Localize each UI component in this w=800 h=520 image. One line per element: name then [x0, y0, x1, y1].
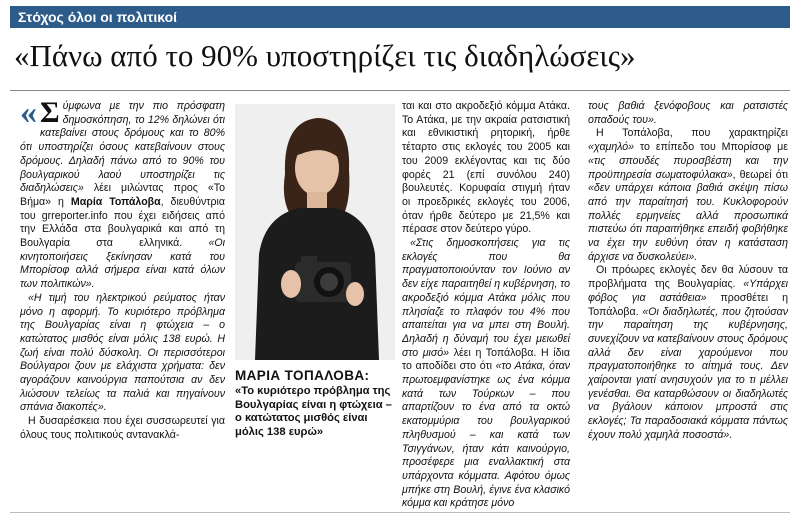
text-run: «το Ατάκα, όταν πρωτοεμφανίστηκε ως ένα κόμμα κατά των Τούρκων – που απαρτίζουν το ένα από τα οκτώ εκατομμύρια του βουλγαρικού πληθυσμού – και κατά των Τσιγγάνων, ήταν κάτι καινούργιο, προσέφερε μια εναλλακτική στα υπάρχοντα κόμματα. Αφότου όμως μπήκε στη Βουλή, έγινε ένα κλασικό κόμμα και κράτησε μόνο [402, 360, 570, 510]
paragraph [588, 264, 788, 442]
text-run: «Η τιμή του ηλεκτρικού ρεύματος ήταν μόνο η αφορμή. Το κυριότερο πρόβλημα της Βουλγαρίας είναι η φτώχεια – ο κατώτατος μισθός είναι μόλις 138 ευρώ. Η ζωή είναι πολύ δύσκολη. Οι περισσότεροι Βούλγαροι ζουν με ελάχιστα χρήματα: δεν αγοράζουν καινούργια παπούτσια αν δεν λιώσουν τελείως τα παλιά και πηγαίνουν σπάνια διακοπές». [20, 291, 225, 414]
paragraph [20, 292, 225, 415]
text-run: τους βαθιά ξενόφοβους και ρατσιστές οπαδούς του». [588, 100, 788, 126]
portrait-with-camera-icon [235, 104, 395, 360]
text-run: προσθέτει η Τοπάλοβα. [588, 291, 788, 318]
paragraph [20, 415, 225, 442]
article-column-1 [20, 94, 225, 443]
text-run: το 12% δηλώνει ότι κατεβαίνει στους δρόμους και το 80% ότι υποστηρίζει όσους κατεβαίνουν στους δρόμους. Δηλαδή πάνω από το 90% του βουλγαρικού λαού υποστηρίζει τις διαδηλώσεις» [20, 113, 225, 195]
text-run: το επίπεδο του Μπορίσοφ με [634, 141, 788, 154]
paragraph [588, 100, 788, 127]
text-run: «Οι διαδηλωτές, που ζητούσαν την παραίτηση της κυβέρνησης, συνεχίζουν να κατεβαίνουν στους δρόμους αλλά δεν είναι χαρούμενοι που πραγματοποιήθηκε το αίτημά τους. Δεν χαίρονται γιατί ανησυχούν για το τι μέλλει γενέσθαι. Θα καταρθώσουν οι διαδηλωτές να βγάλουν κάποιον μπροστά στις εκλογές; Τα παραδοσιακά κόμματα πάντως έχουν πολύ χαμηλά ποσοστά». [588, 305, 788, 441]
text-run: ται και στο ακροδεξιό κόμμα Ατάκα. Το Ατάκα, με την ακραία ρατσιστική και εθνικιστική ρητορική, ήρθε τέταρτο στις εκλογές του 2005 και του 2009 εκλέγοντας και τις δύο φορές 21 (επί συνόλου 240) βουλευτές. Κορυφαία στιγμή ήταν οι προεδρικές εκλογές του 2006, όταν ήρθε δεύτερο με 21,5% και πέρασε στον δεύτερο γύρο. [402, 100, 570, 236]
article-column-3 [588, 100, 788, 443]
headline: «Πάνω από το 90% υποστηρίζει τις διαδηλώσεις» [14, 38, 636, 73]
text-run: «δεν υπάρχει κάποια βαθιά σκέψη πίσω από την παραίτησή του. Κυκλοφορούν πολλές ερμηνείες αλλά προσωπικά πιστεύω ότι παραιτήθηκε επειδή φοβήθηκε να έχει την ευθύνη όταν η κατάσταση άρχισε να δυσκολεύει». [588, 182, 788, 263]
text-run: «Υπάρχει φόβος για αστάθεια» [588, 278, 788, 304]
paragraph [402, 100, 570, 237]
text-run: ύμφωνα με την πιο πρόσφατη δημοσκόπηση, [62, 100, 225, 126]
text-run: λέει μιλώντας προς «Το Βήμα» η [20, 182, 225, 208]
paragraph [588, 127, 788, 264]
text-run: «τις σπουδές πυροσβέστη και την προϋπηρεσία σωματοφύλακα» [588, 154, 788, 181]
bottom-divider [10, 512, 790, 513]
text-run: «Οι κινητοποιήσεις ξεκίνησαν κατά του Μπορίσοφ αλλά σήμερα είναι κατά όλων των πολιτικών». [20, 237, 225, 291]
text-run: Οι πρόωρες εκλογές δεν θα λύσουν τα προβλήματα της Βουλγαρίας. [588, 264, 788, 291]
text-run: λέει η Τοπάλοβα. Η ίδια το αποδίδει στο ότι [402, 346, 570, 373]
paragraph [402, 237, 570, 511]
text-run: Η Τοπάλοβα, που χαρακτηρίζει [596, 127, 788, 140]
drop-cap: Σ [40, 96, 60, 129]
caption-quote: «Το κυριότερο πρόβλημα της Βουλγαρίας είναι η φτώχεια – ο κατώτατος μισθός είναι μόλις 138 ευρώ» [235, 385, 392, 438]
text-run: Η δυσαρέσκεια που έχει συσσωρευτεί για όλους τους πολιτικούς αντανακλά- [20, 415, 225, 441]
headline-divider [10, 90, 790, 91]
paragraph [20, 94, 225, 292]
section-banner [10, 6, 790, 28]
text-run: , διευθύντρια του grreporter.info που έχει ειδήσεις από την Ελλάδα στα βουλγαρικά και από τη Βουλγαρία στα ελληνικά. [20, 195, 225, 250]
person-name: Μαρία Τοπάλοβα [70, 195, 161, 208]
photo-caption [235, 368, 395, 439]
article-column-2 [402, 100, 570, 511]
text-run: «χαμηλό» [588, 141, 635, 154]
opening-quote-mark: « [20, 94, 37, 131]
portrait-photo [235, 104, 395, 360]
text-run: , θεωρεί ότι [732, 168, 788, 181]
caption-name: ΜΑΡΙΑ ΤΟΠΑΛΟΒΑ: [235, 368, 370, 383]
section-label: Στόχος όλοι οι πολιτικοί [18, 9, 178, 25]
text-run: «Στις δημοσκοπήσεις για τις εκλογές που θα πραγματοποιούνταν τον Ιούνιο αν δεν είχε παραιτηθεί η κυβέρνηση, το ακροδεξιό κόμμα Ατάκα μόλις που πλησίαζε το πλαφόν του 4% που απαιτείται για να μπει στη Βουλή. Δηλαδή η δύναμή του έχει μειωθεί στο μισό» [402, 237, 570, 359]
